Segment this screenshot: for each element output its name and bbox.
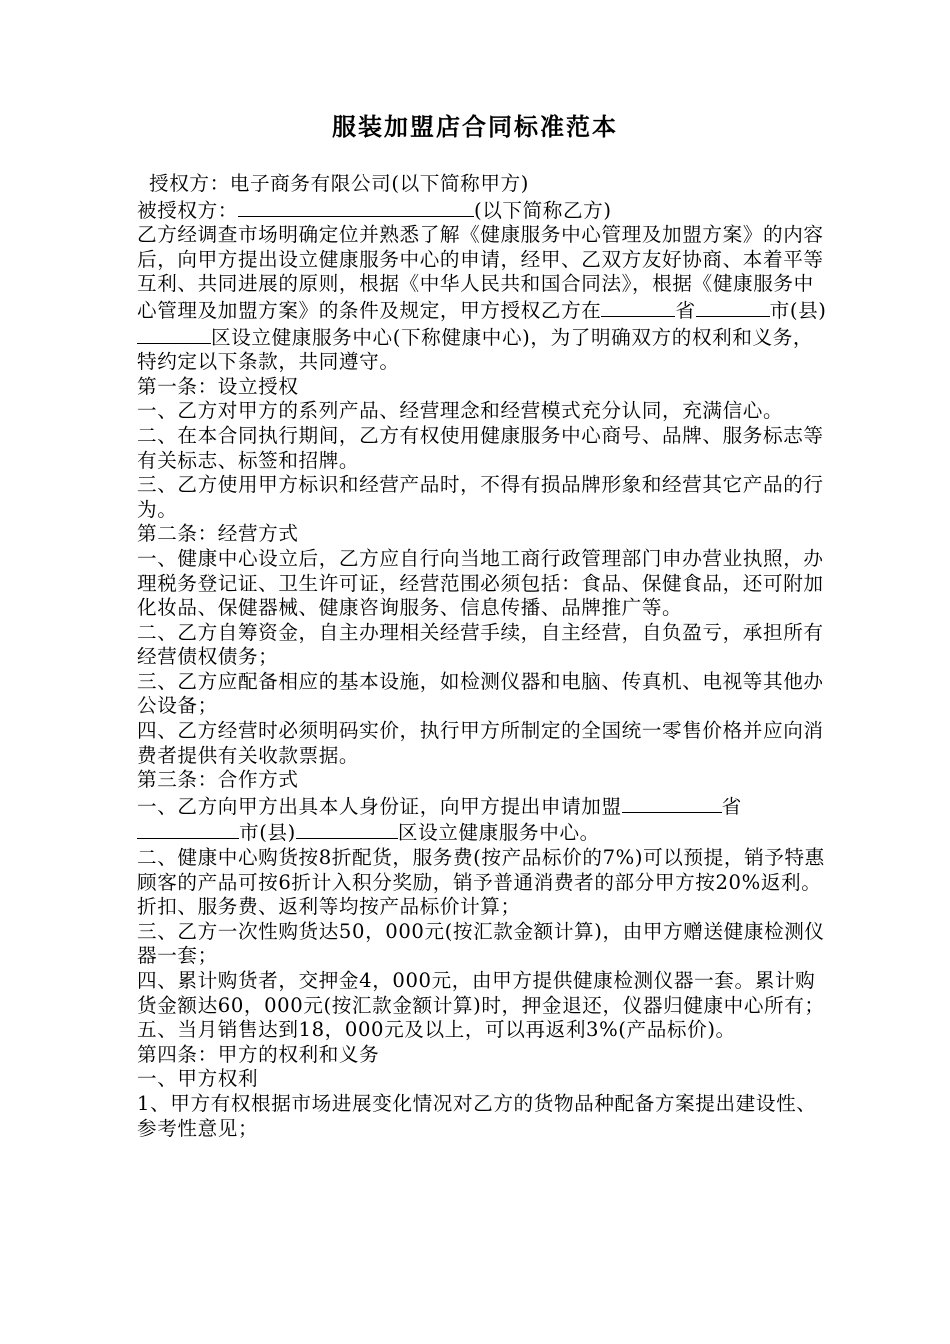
- article3-city-blank: [137, 819, 239, 839]
- party-a-value: 电子商务有限公司(以下简称甲方): [229, 172, 529, 195]
- article3-item-3: 三、乙方一次性购货达50，000元(按汇款金额计算)，由甲方赠送健康检测仪器一套；: [137, 919, 825, 968]
- article3-item1-part2: 区设立健康服务中心。: [397, 821, 600, 845]
- article1-item-1: 一、乙方对甲方的系列产品、经营理念和经营模式充分认同，充满信心。: [137, 399, 784, 423]
- intro-district-blank: [137, 324, 211, 344]
- article4-heading: 第四条：甲方的权利和义务: [137, 1042, 380, 1066]
- article3-province-label: 省: [721, 794, 742, 818]
- party-b-blank: [238, 197, 474, 217]
- article2-heading: 第二条：经营方式: [137, 522, 299, 546]
- article3-district-blank: [296, 819, 398, 839]
- document-title: 服装加盟店合同标准范本: [332, 112, 618, 141]
- article3-city-label: 市(县): [239, 821, 296, 845]
- intro-province-label: 省: [675, 298, 696, 322]
- article3-item-1: [137, 793, 827, 846]
- party-b-suffix: (以下简称乙方): [473, 198, 612, 222]
- intro-city-blank: [696, 297, 770, 317]
- intro-province-blank: [601, 297, 675, 317]
- article2-item-1: 一、健康中心设立后，乙方应自行向当地工商行政管理部门申办营业执照，办理税务登记证、卫生许可证，经营范围必须包括：食品、保健食品，还可附加化妆品、保健器械、健康咨询服务、信息传播、品牌推广等。: [137, 546, 824, 620]
- article4-item-1: 1、甲方有权根据市场进展变化情况对乙方的货物品种配备方案提出建设性、参考性意见；: [137, 1091, 817, 1140]
- article2-item-2: 二、乙方自筹资金，自主办理相关经营手续，自主经营，自负盈亏，承担所有经营债权债务；: [137, 620, 824, 669]
- article1-item-3: 三、乙方使用甲方标识和经营产品时，不得有损品牌形象和经营其它产品的行为。: [137, 473, 824, 521]
- article1-item-2: 二、在本合同执行期间，乙方有权使用健康服务中心商号、品牌、服务标志等有关标志、标签和招牌。: [137, 423, 824, 472]
- article1-heading: 第一条：设立授权: [137, 374, 299, 398]
- intro-paragraph: [137, 223, 827, 375]
- article3-item-2: 二、健康中心购货按8折配货，服务费(按产品标价的7%)可以预提，销予特惠顾客的产品可按6折计入积分奖励，销予普通消费者的部分甲方按20%返利。折扣、服务费、返利等均按产品标价计算；: [137, 846, 825, 919]
- article2-item-3: 三、乙方应配备相应的基本设施，如检测仪器和电脑、传真机、电视等其他办公设备；: [137, 669, 824, 718]
- article2-item-4: 四、乙方经营时必须明码实价，执行甲方所制定的全国统一零售价格并应向消费者提供有关收款票据。: [137, 719, 824, 767]
- party-a-label: 授权方：: [149, 172, 230, 195]
- article3-heading: 第三条：合作方式: [137, 768, 299, 792]
- intro-part1: 乙方经调查市场明确定位并熟悉了解《健康服务中心管理及加盟方案》的内容后，向甲方提出设立健康服务中心的申请，经甲、乙双方友好协商、本着平等互利、共同进展的原则，根据《中华人民共和国合同法》，根据《健康服务中心管理及加盟方案》的条件及规定，甲方授权乙方在: [137, 223, 824, 322]
- intro-city-label: 市(县): [769, 298, 827, 322]
- article3-item-5: 五、当月销售达到18，000元及以上，可以再返利3%(产品标价)。: [137, 1018, 736, 1042]
- article4-sub-heading: 一、甲方权利: [137, 1067, 259, 1091]
- intro-part2: 区设立健康服务中心(下称健康中心)，为了明确双方的权利和义务，特约定以下条款，共同遵守。: [137, 325, 814, 374]
- article3-item-4: 四、累计购货者，交押金4，000元，由甲方提供健康检测仪器一套。累计购货金额达60，000元(按汇款金额计算)时，押金退还，仪器归健康中心所有；: [137, 969, 825, 1017]
- article3-item1-part1: 一、乙方向甲方出具本人身份证，向甲方提出申请加盟: [137, 794, 622, 818]
- party-b-line: [137, 197, 827, 224]
- party-a-line: [137, 172, 827, 197]
- party-b-label: 被授权方：: [137, 198, 238, 222]
- document-body: [137, 172, 827, 1141]
- article3-province-blank: [622, 793, 722, 813]
